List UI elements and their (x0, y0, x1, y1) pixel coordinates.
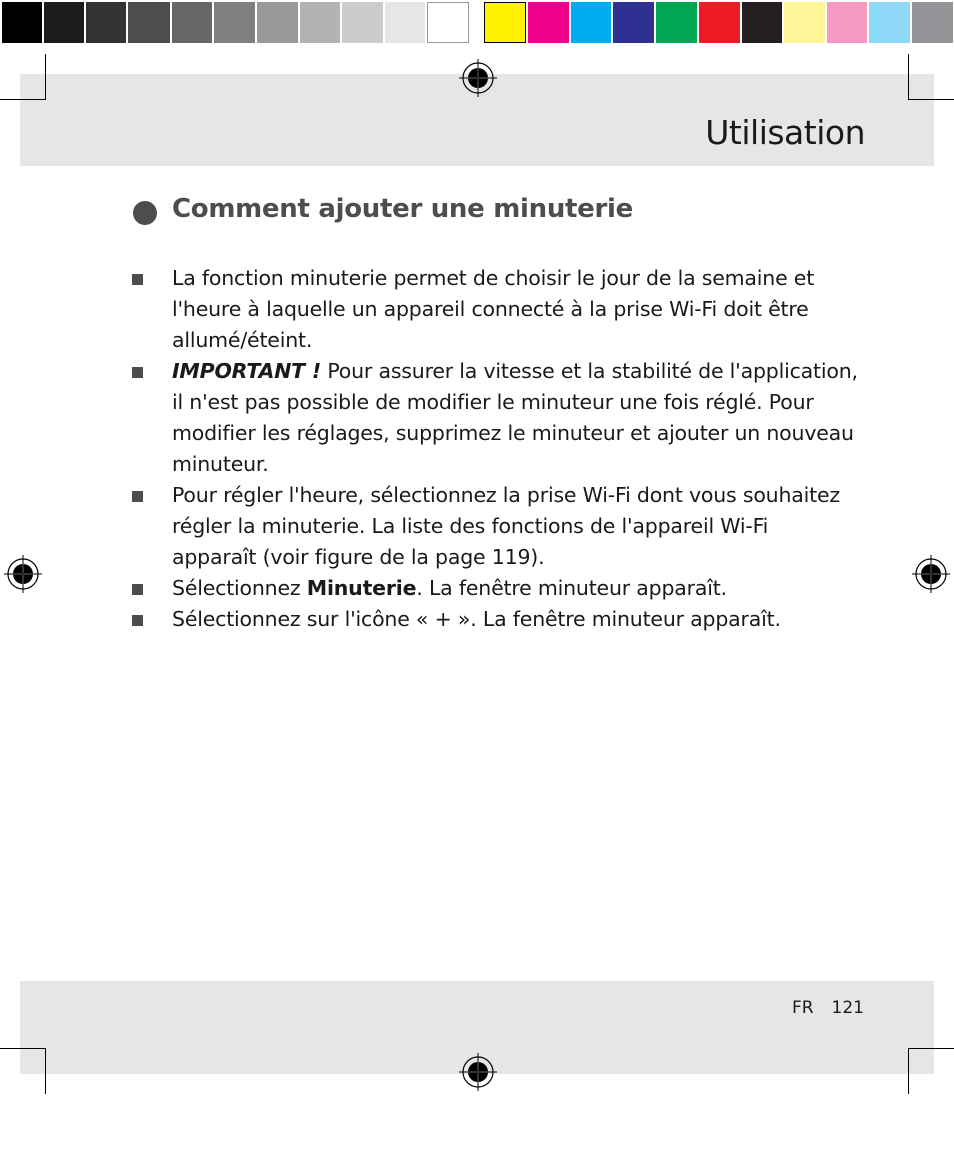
color-swatch (571, 2, 611, 43)
square-bullet-icon (132, 491, 143, 502)
item-text-post: . La fenêtre minuteur apparaît. (416, 576, 727, 600)
crop-mark (45, 1048, 46, 1094)
registration-mark-icon (459, 1053, 497, 1091)
crop-mark (0, 1048, 46, 1049)
square-bullet-icon (132, 584, 143, 595)
page-number (792, 998, 864, 1018)
color-swatch (656, 2, 697, 43)
language-code: FR (791, 998, 814, 1018)
color-swatch (427, 2, 469, 43)
registration-mark-icon (912, 555, 950, 593)
color-swatch (257, 2, 298, 43)
registration-mark-icon (4, 555, 42, 593)
crop-mark (0, 99, 46, 100)
list-item (128, 604, 858, 635)
color-swatch (912, 2, 953, 43)
item-text: La fonction minuterie permet de choisir le jour de la semaine et l'heure à laquelle un appareil connecté à la prise Wi-Fi doit être allumé/éteint. (172, 266, 815, 352)
color-swatch (827, 2, 867, 43)
item-text-pre: Sélectionnez (172, 576, 307, 600)
crop-mark (908, 1048, 954, 1049)
color-swatch (869, 2, 910, 43)
instruction-list (128, 263, 858, 635)
item-text: Pour régler l'heure, sélectionnez la prise Wi-Fi dont vous souhaitez régler la minuterie. La liste des fonctions de l'appareil Wi-Fi apparaît (voir figure de la page 119). (172, 483, 840, 569)
color-swatch (300, 2, 340, 43)
page-num: 121 (831, 998, 864, 1018)
square-bullet-icon (132, 615, 143, 626)
color-swatch (385, 2, 425, 43)
color-swatch (44, 2, 84, 43)
item-text: Pour assurer la vitesse et la stabilité de l'application, il n'est pas possible de modifier le minuteur une fois réglé. Pour modifier les réglages, supprimez le minuteur et ajouter un nouveau minuteur. (172, 359, 858, 476)
page-title: Utilisation (705, 113, 865, 152)
important-label: IMPORTANT ! (172, 359, 322, 383)
crop-mark (908, 54, 909, 100)
square-bullet-icon (132, 367, 143, 378)
color-swatch (172, 2, 212, 43)
menu-term: Minuterie (306, 576, 417, 600)
color-swatch (214, 2, 255, 43)
bullet-dot-icon (133, 201, 157, 225)
list-item (128, 480, 858, 573)
item-text: Sélectionnez sur l'icône « + ». La fenêtre minuteur apparaît. (172, 607, 781, 631)
crop-mark (908, 99, 954, 100)
color-swatch (2, 2, 42, 43)
list-item (128, 356, 858, 480)
color-swatch (342, 2, 383, 43)
color-swatch (128, 2, 170, 43)
color-swatch (86, 2, 126, 43)
registration-mark-icon (459, 59, 497, 97)
color-calibration-bar (0, 0, 954, 46)
square-bullet-icon (132, 274, 143, 285)
color-swatch (742, 2, 782, 43)
color-swatch (784, 2, 825, 43)
section-heading: Comment ajouter une minuterie (172, 194, 633, 224)
color-swatch (484, 2, 526, 43)
color-swatch (613, 2, 654, 43)
color-swatch (699, 2, 740, 43)
color-swatch (528, 2, 569, 43)
list-item (128, 573, 858, 604)
crop-mark (908, 1048, 909, 1094)
list-item (128, 263, 858, 356)
crop-mark (45, 54, 46, 100)
